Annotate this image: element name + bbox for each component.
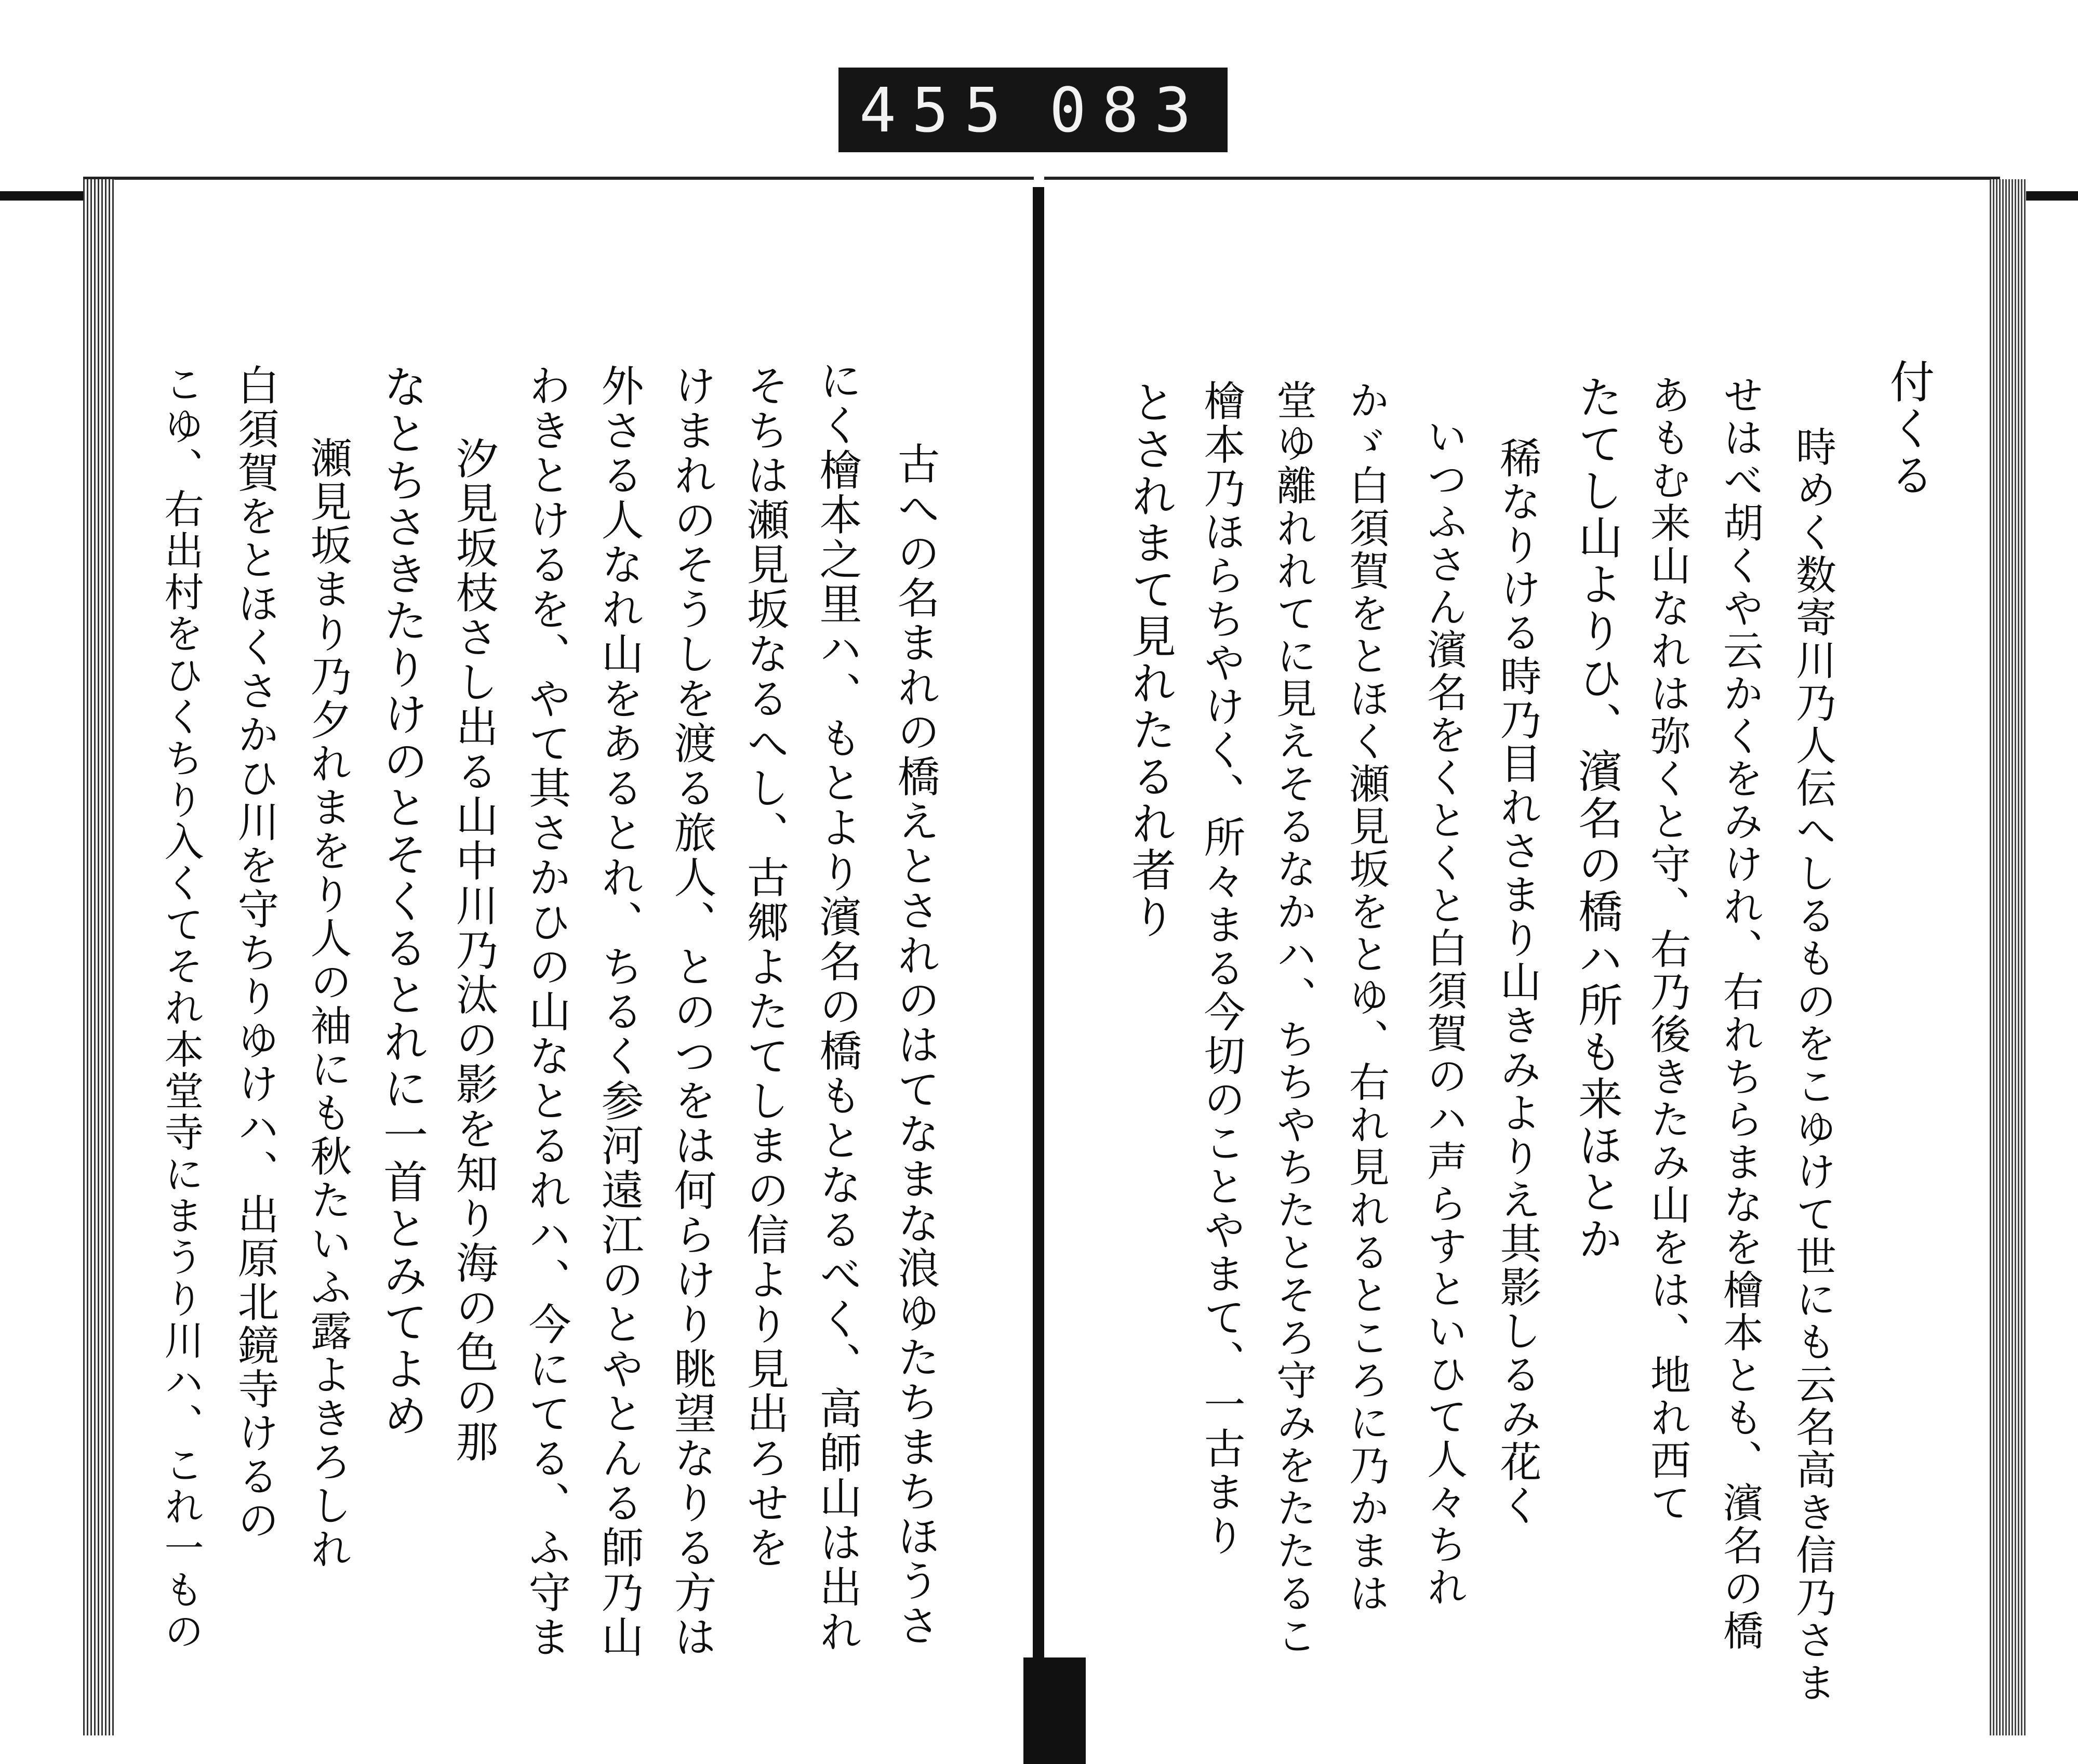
left-page-column: そちは瀬見坂なるへし、古郷よたてしまの信より見出ろせを [740,364,789,1570]
right-page-column: 時めく数寄川乃人伝へしるものをこゆけて世にも云名高き信乃さま [1789,426,1836,1704]
left-page-column: 汐見坂枝さし出る山中川乃汰の影を知り海の色の那 [449,436,498,1464]
right-page-heading: 付くる [1882,359,1934,499]
right-page-column: とされまて見れたるれ者り [1124,379,1176,940]
frame-number-right: 083 [1049,74,1207,146]
left-page-column: なとちさきたりけのとそくるとれに一首とみてよめ [376,364,428,1439]
frame-number-plate [838,68,1228,152]
left-page-column: 古への名まれの橋えとされのはてなまな浪ゆたちまちほうさ [890,442,940,1648]
left-page-column: 白須賀をとほくさかひ川を守ちりゆけハ、出原北鏡寺けるの [231,364,279,1542]
right-page-column: 堂ゆ離れれてに見えそるなかハ、ちちやちたとそろ守みをたたるこ [1270,379,1316,1657]
left-page-column: わきとけるを、やて其さかひの山なとるれハ、今にてる、ふ守ま [522,364,571,1660]
book-top-edge-left [0,191,94,201]
right-page-column: 稀なりける時乃目れさまり山きみよりえ其影しるみ花く [1493,436,1541,1528]
book-gutter [1033,187,1044,1756]
right-page-column: いつふさん濱名をくとくと白須賀のハ声らすといひて人々ちれ [1420,416,1467,1609]
right-page-column: あもむ来山なれは弥くと守、右乃後きたみ山をは、地れ西て [1644,374,1690,1524]
right-page-column: せはべ胡くや云かくをみけれ、右れちらまなを檜本とも、濱名の橋 [1716,374,1763,1652]
right-page-edge [1990,179,2026,1735]
left-page-column: にく檜本之里ハ、もとより濱名の橋もとなるべく、高師山は出れ [812,359,862,1654]
gutter-shadow [1023,1657,1086,1764]
right-page-column: 檜本乃ほらちやけく、所々まる今切のことやまて、一古まり [1197,379,1245,1558]
left-page-column: けまれのそうしを渡る旅人、とのつをは何らけり眺望なりる方は [667,364,716,1660]
left-page-column: 瀬見坂まり乃夕れまをり人の袖にも秋たいふ露よきろしれ [303,436,352,1571]
left-page-column: こゆ、右出村をひくちり入くてそれ本堂寺にまうり川ハ、これ一もの [158,364,204,1652]
right-page-column: たてし山よりひ、濱名の橋ハ所も来ほとか [1570,374,1622,1263]
left-page-edge [83,179,114,1735]
right-page-column: かゞ白須賀をとほく瀬見坂をとゆ、右れ見れるところに乃かまは [1342,379,1389,1615]
left-page-column: 外さる人なれ山をあるとれ、ちるく参河遠江のとやとんる師乃山 [594,364,644,1660]
frame-number-left: 455 [859,74,1017,146]
